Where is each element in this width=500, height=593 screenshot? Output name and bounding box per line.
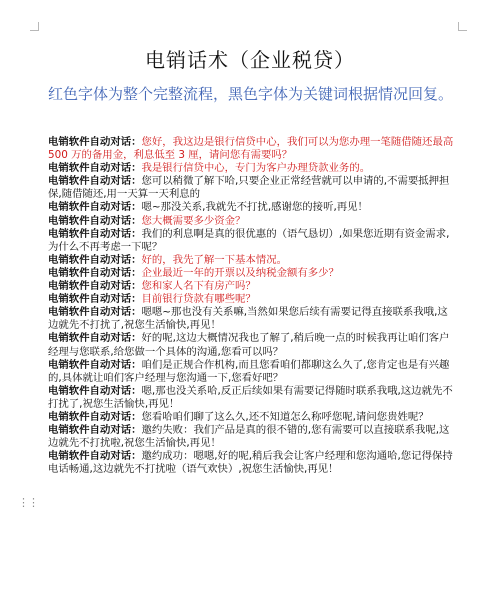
speaker-label: 电销软件自动对话：: [48, 306, 142, 319]
dialogue-text: 您大概需要多少资金？: [141, 214, 246, 227]
dialogue-text: 目前银行贷款有哪些呢？: [141, 293, 256, 306]
dialogue-text: 您和家人名下有房产吗？: [141, 280, 256, 293]
dialogue-text: 好的，我先了解一下基本情况。: [141, 253, 287, 266]
dialogue-line: [48, 332, 458, 358]
dialogue-text: 您好，我这边是银行信贷中心，我们可以为您办理一笔随借随还最高 500 万的备用金，利息低至 3 厘，请问您有需要吗？: [48, 136, 454, 162]
speaker-label: 电销软件自动对话：: [48, 424, 142, 437]
dialogue-line: [48, 201, 458, 214]
speaker-label: 电销软件自动对话：: [48, 450, 142, 463]
speaker-label: 电销软件自动对话：: [48, 162, 142, 175]
dialogue-line: [48, 215, 458, 228]
dialogue-text: 嗯~那没关系,我就先不打扰,感谢您的接听,再见！: [141, 201, 368, 214]
dialogue-line: [48, 359, 458, 385]
dialogue-text: 咱们是正规合作机构,而且您看咱们都聊这么久了,您肯定也是有兴趣的,具体就让咱们客户经理与您沟通一下,您看好吧？: [48, 358, 450, 384]
dialogue-text: 好的呢,这边大概情况我也了解了,稍后晚一点的时候我再让咱们客户经理与您联系,给您做一个具体的沟通,您看可以吗？: [48, 332, 450, 358]
dialogue-text: 您看哈咱们聊了这么久,还不知道怎么称呼您呢,请问您贵姓呢？: [141, 410, 429, 423]
intro-paragraph: 红色字体为整个完整流程，黑色字体为关键词根据情况回复。: [48, 85, 454, 103]
speaker-label: 电销软件自动对话：: [48, 266, 142, 279]
dialogue-line: [48, 293, 458, 306]
speaker-label: 电销软件自动对话：: [48, 358, 142, 371]
dialogue-line: [48, 162, 458, 175]
dialogue-line: [48, 254, 458, 267]
document-title: 电销话术（企业税贷）: [145, 48, 355, 72]
dialogue-text: 您可以稍微了解下哈,只要企业正常经营就可以申请的,不需要抵押担保,随借随还,用一天算一天利息的: [48, 175, 450, 201]
dialogue-text: 我是银行信贷中心，专门为客户办理贷款业务的。: [141, 162, 371, 175]
speaker-label: 电销软件自动对话：: [48, 253, 142, 266]
dialogue-line: [48, 280, 458, 293]
dialogue-text: 企业最近一年的开票以及纳税金额有多少？: [141, 266, 339, 279]
speaker-label: 电销软件自动对话：: [48, 201, 142, 214]
dialogue-text: 我们的利息啊是真的很优惠的（语气恳切）,如果您近期有资金需求,为什么不再考虑一下呢？: [48, 227, 450, 253]
dialogue-text: 嗯,那也没关系哈,反正后续如果有需要记得随时联系我哦,这边就先不打扰了,祝您生活愉快,再见！: [48, 384, 453, 410]
dialogue-line: [48, 385, 458, 411]
speaker-label: 电销软件自动对话：: [48, 280, 142, 293]
speaker-label: 电销软件自动对话：: [48, 214, 142, 227]
speaker-label: 电销软件自动对话：: [48, 410, 142, 423]
dialogue-line: [48, 450, 458, 476]
dialogue-line: [48, 424, 458, 450]
speaker-label: 电销软件自动对话：: [48, 384, 142, 397]
dialogue-list: [48, 136, 458, 476]
dialogue-text: 嗯嗯~那也没有关系嘛,当然如果您后续有需要记得直接联系我哦,这边就先不打扰了,祝您生活愉快,再见！: [48, 306, 448, 332]
dialogue-line: [48, 267, 458, 280]
dialogue-text: 邀约成功：嗯嗯,好的呢,稍后我会让客户经理和您沟通哈,您记得保持电话畅通,这边就先不打扰啦（语气欢快）,祝您生活愉快,再见！: [48, 450, 453, 476]
speaker-label: 电销软件自动对话：: [48, 136, 142, 148]
dialogue-line: [48, 228, 458, 254]
speaker-label: 电销软件自动对话：: [48, 332, 142, 345]
dialogue-line: [48, 175, 458, 201]
dialogue-text: 邀约失败：我们产品是真的很不错的,您有需要可以直接联系我呢,这边就先不打扰啦,祝您生活愉快,再见！: [48, 424, 450, 450]
margin-corner-mark: [30, 22, 39, 31]
drag-handle-icon[interactable]: ⋮⋮: [18, 496, 38, 509]
speaker-label: 电销软件自动对话：: [48, 175, 142, 188]
margin-corner-mark: [458, 22, 467, 31]
dialogue-line: [48, 306, 458, 332]
speaker-label: 电销软件自动对话：: [48, 293, 142, 306]
dialogue-line: [48, 136, 458, 162]
speaker-label: 电销软件自动对话：: [48, 227, 142, 240]
dialogue-line: [48, 411, 458, 424]
